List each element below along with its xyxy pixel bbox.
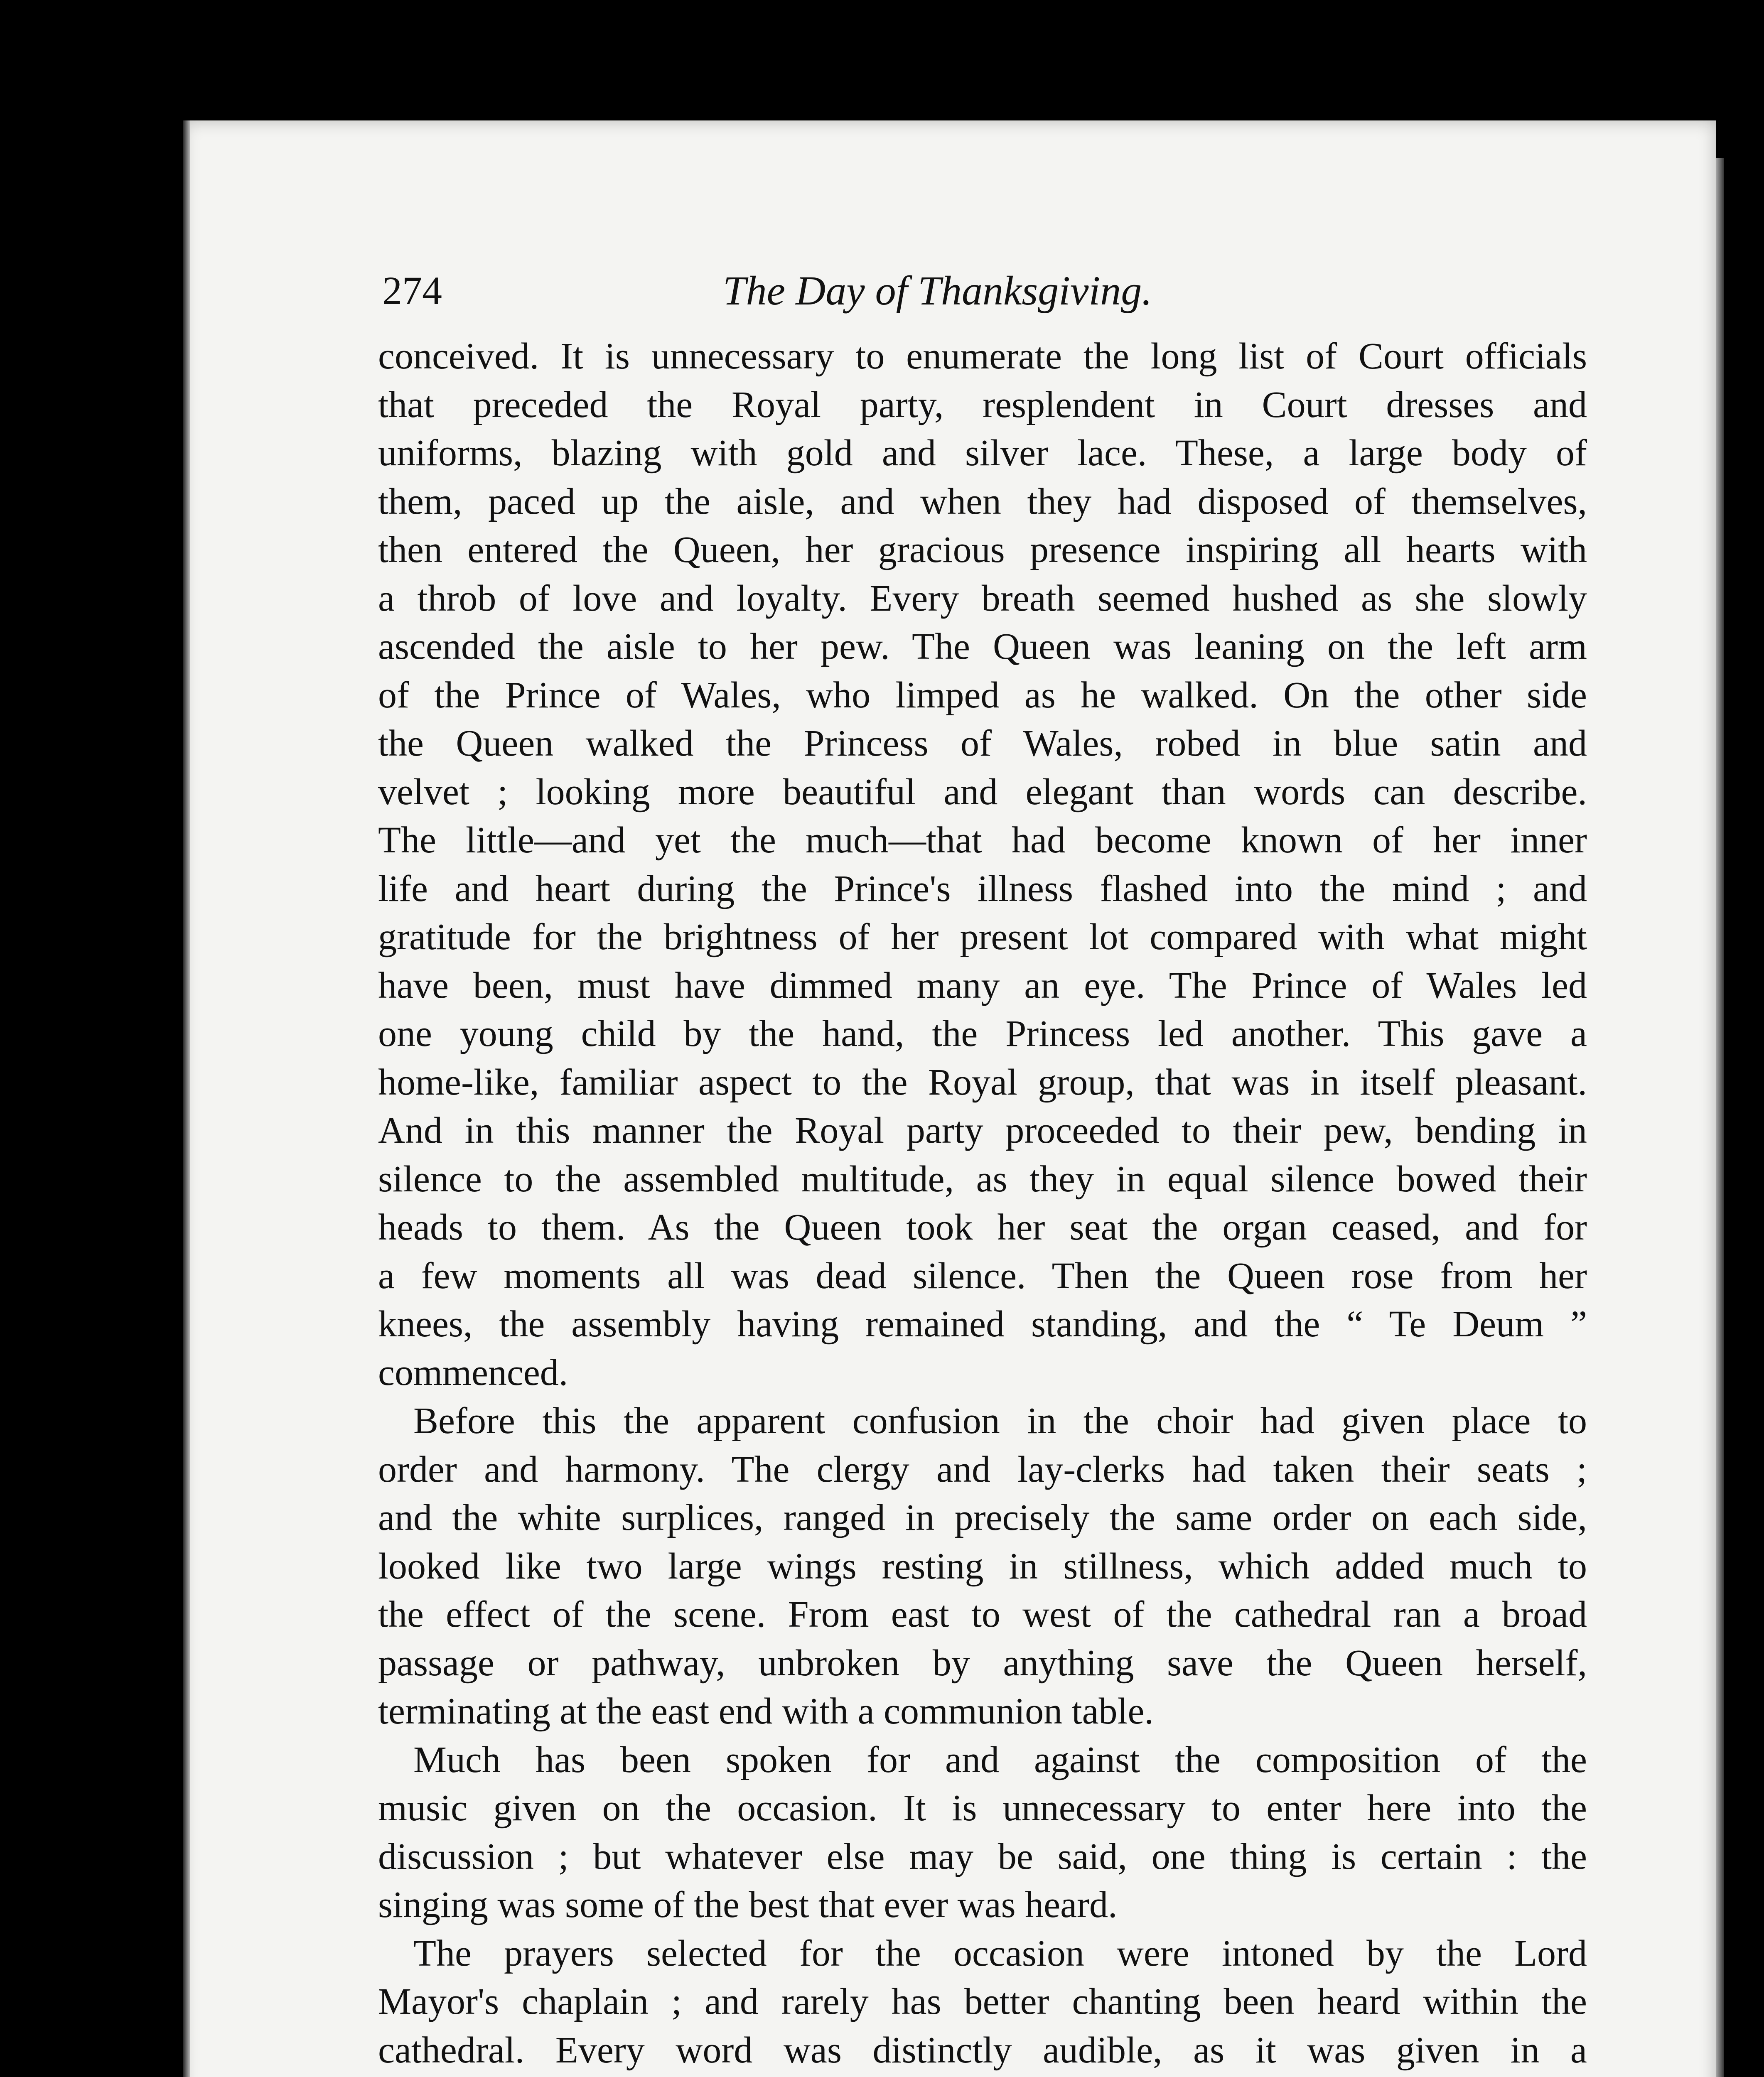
text-line: The little—and yet the much—that had become known of her inner xyxy=(378,820,1587,861)
text-line: The prayers selected for the occasion were intoned by the Lord xyxy=(413,1932,1587,1974)
text-line: life and heart during the Prince's illness flashed into the mind ; and xyxy=(378,868,1587,909)
text-line: silence to the assembled multitude, as they in equal silence bowed their xyxy=(378,1158,1587,1200)
paragraph xyxy=(378,1930,1587,2077)
text-line: a throb of love and loyalty. Every breath seemed hushed as she slowly xyxy=(378,577,1587,619)
text-line: order and harmony. The clergy and lay-clerks had taken their seats ; xyxy=(378,1448,1587,1490)
text-line: And in this manner the Royal party proceeded to their pew, bending in xyxy=(378,1110,1587,1151)
text-line: one young child by the hand, the Princess led another. This gave a xyxy=(378,1013,1587,1054)
paragraph xyxy=(378,1736,1587,1930)
text-line: conceived. It is unnecessary to enumerate the long list of Court officials xyxy=(378,336,1587,377)
page-edge-right xyxy=(1716,158,1724,2077)
text-line: cathedral. Every word was distinctly audible, as it was given in a xyxy=(378,2029,1587,2071)
text-line: have been, must have dimmed many an eye. The Prince of Wales led xyxy=(378,965,1587,1006)
page-edge-left xyxy=(183,120,190,2077)
text-line: ascended the aisle to her pew. The Queen was leaning on the left arm xyxy=(378,626,1587,667)
text-line: Before this the apparent confusion in the choir had given place to xyxy=(413,1400,1587,1441)
paragraph xyxy=(378,332,1587,1397)
text-line: passage or pathway, unbroken by anything save the Queen herself, xyxy=(378,1642,1587,1684)
text-line: knees, the assembly having remained standing, and the “ Te Deum ” xyxy=(378,1304,1587,1345)
text-line: discussion ; but whatever else may be said, one thing is certain : the xyxy=(378,1836,1587,1877)
text-line: Much has been spoken for and against the composition of the xyxy=(413,1739,1587,1780)
text-line: looked like two large wings resting in stillness, which added much to xyxy=(378,1545,1587,1587)
text-line: and the white surplices, ranged in precisely the same order on each side, xyxy=(378,1497,1587,1538)
text-line: home-like, familiar aspect to the Royal group, that was in itself pleasant. xyxy=(378,1061,1587,1103)
text-line: singing was some of the best that ever was heard. xyxy=(378,1884,1118,1925)
text-line: uniforms, blazing with gold and silver lace. These, a large body of xyxy=(378,432,1587,474)
text-line: commenced. xyxy=(378,1352,568,1393)
text-line: then entered the Queen, her gracious presence inspiring all hearts with xyxy=(378,529,1587,570)
text-line: gratitude for the brightness of her present lot compared with what might xyxy=(378,916,1587,957)
text-line: of the Prince of Wales, who limped as he walked. On the other side xyxy=(378,674,1587,716)
paragraph xyxy=(378,1397,1587,1736)
text-line: music given on the occasion. It is unnecessary to enter here into the xyxy=(378,1787,1587,1829)
body-text xyxy=(378,332,1587,2077)
text-line xyxy=(378,2075,1587,2077)
text-line: heads to them. As the Queen took her seat the organ ceased, and for xyxy=(378,1207,1587,1248)
page-header xyxy=(382,262,1246,320)
running-title: The Day of Thanksgiving. xyxy=(723,268,1152,314)
text-line: the effect of the scene. From east to west of the cathedral ran a broad xyxy=(378,1594,1587,1635)
page-number: 274 xyxy=(382,268,442,313)
text-line: them, paced up the aisle, and when they had disposed of themselves, xyxy=(378,481,1587,522)
text-line: the Queen walked the Princess of Wales, robed in blue satin and xyxy=(378,723,1587,764)
text-line: that preceded the Royal party, resplendent in Court dresses and xyxy=(378,384,1587,425)
text-line: Mayor's chaplain ; and rarely has better chanting been heard within the xyxy=(378,1981,1587,2022)
text-line: velvet ; looking more beautiful and elegant than words can describe. xyxy=(378,771,1587,813)
text-line: terminating at the east end with a communion table. xyxy=(378,1691,1154,1732)
text-line: a few moments all was dead silence. Then the Queen rose from her xyxy=(378,1255,1587,1296)
